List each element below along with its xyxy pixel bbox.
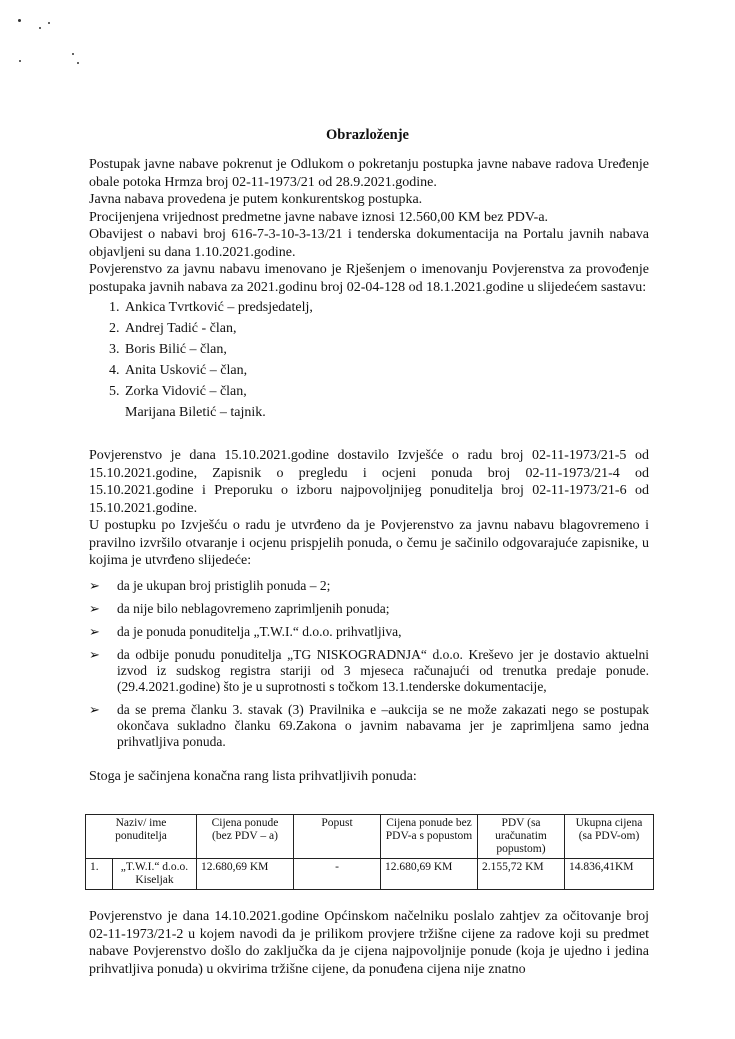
arrow-bullet-icon: ➢ <box>89 646 100 662</box>
vat-cell: 2.155,72 KM <box>478 859 565 890</box>
table-header-row <box>86 815 654 859</box>
report-paragraph: U postupku po Izvješću o radu je utvrđeno da je Povjerenstvo za javnu nabavu blagovremeno i pravilno izvršilo otvaranje i ocjenu prispjelih ponuda, o čemu je sačinilo odgovarajuće zapisnike, u kojima je utvrđeno slijedeće: <box>89 518 649 568</box>
closing-paragraph: Povjerenstvo je dana 14.10.2021.godine Općinskom načelniku poslalo zahtjev za očitovanje broj 02-11-1973/21-2 u kojem navodi da je prilikom provjere tržišne cijene za radove koji su predmet nabave Povjerenstvo došlo do zaključka da je cijena najpovoljnije ponude (koja je ujedno i jedina prihvatljiva ponuda) u okvirima tržišne cijene, da ponuđena cijena nije znatno <box>89 909 649 977</box>
table-intro: Stoga je sačinjena konačna rang lista prihvatljivih ponuda: <box>89 768 417 784</box>
scan-speck <box>48 22 50 24</box>
finding-item: ➢ da je ponuda ponuditelja „T.W.I.“ d.o.o. prihvatljiva, <box>89 623 402 639</box>
finding-item: ➢ da se prema članku 3. stavak (3) Pravilnika e –aukcija se ne može zakazati nego se postupak okončava sukladno članku 69.Zakona o javnim nabavama jer je zaprimljena samo jedna prihvatljiva ponuda. <box>89 701 649 749</box>
document-body <box>89 156 649 785</box>
price-cell: 12.680,69 KM <box>197 859 294 890</box>
arrow-bullet-icon: ➢ <box>89 577 100 593</box>
document-title: Obrazloženje <box>326 127 409 143</box>
arrow-bullet-icon: ➢ <box>89 623 100 639</box>
table-row <box>86 859 654 890</box>
report-paragraph: Povjerenstvo je dana 15.10.2021.godine dostavilo Izvješće o radu broj 02-11-1973/21-5 od 15.10.2021.godine, Zapisnik o pregledu i ocjeni ponuda broj 02-11-1973/21-4 od 15.10.2021.godine i Preporuku o izboru najpovoljnijeg ponuditelja broj 02-11-1973/21-6 od 15.10.2021.godine. <box>89 448 649 516</box>
intro-paragraph: Obavijest o nabavi broj 616-7-3-10-3-13/21 i tenderska dokumentacija na Portalu javnih nabava objavljeni su dana 1.10.2021.godine. <box>89 227 649 260</box>
intro-paragraph: Procijenjena vrijednost predmetne javne nabave iznosi 12.560,00 KM bez PDV-a. <box>89 209 549 225</box>
finding-item: ➢ da odbije ponudu ponuditelja „TG NISKOGRADNJA“ d.o.o. Kreševo jer je dostavio aktuelni izvod iz sudskog registra stariji od 3 mjeseca računajući od trenutka predaje ponude. (29.4.2021.godine) što je u suprotnosti s točkom 13.1.tenderske dokumentacije, <box>89 646 649 694</box>
ranking-table <box>85 814 654 890</box>
committee-member: 1. Ankica Tvrtković – predsjedatelj, <box>109 300 313 315</box>
committee-member: 5. Zorka Vidović – član, <box>109 384 247 399</box>
price-discount-cell: 12.680,69 KM <box>381 859 478 890</box>
committee-list <box>89 299 649 421</box>
bidder-name: „T.W.I.“ d.o.o. Kiseljak <box>113 859 197 890</box>
finding-item: ➢ da nije bilo neblagovremeno zaprimljenih ponuda; <box>89 600 390 616</box>
intro-paragraph: Postupak javne nabave pokrenut je Odlukom o pokretanju postupka javne nabave radova Uređenje obale potoka Hrmza broj 02-11-1973/21 od 28.9.2021.godine. <box>89 157 649 190</box>
scan-speck <box>39 27 41 29</box>
committee-member: 4. Anita Usković – član, <box>109 363 248 378</box>
discount-cell: - <box>294 859 381 890</box>
scan-speck <box>18 19 21 22</box>
arrow-bullet-icon: ➢ <box>89 701 100 717</box>
row-number: 1. <box>86 859 113 890</box>
column-header: Cijena ponude bez PDV-a s popustom <box>381 815 478 859</box>
column-header: Popust <box>294 815 381 859</box>
scan-speck <box>72 53 74 55</box>
committee-member: Marijana Biletić – tajnik. <box>125 405 266 420</box>
findings-list <box>89 578 649 750</box>
scan-speck <box>19 60 21 62</box>
column-header: PDV (sa uračunatim popustom) <box>478 815 565 859</box>
intro-paragraph: Povjerenstvo za javnu nabavu imenovano je Rješenjem o imenovanju Povjerenstva za provođenje postupaka javnih nabava za 2021.godinu broj 02-04-128 od 18.1.2021.godine u slijedećem sastavu: <box>89 262 649 295</box>
committee-member: 3. Boris Bilić – član, <box>109 342 227 357</box>
total-cell: 14.836,41KM <box>565 859 654 890</box>
column-header: Naziv/ ime ponuditelja <box>86 815 197 859</box>
column-header: Cijena ponude (bez PDV – a) <box>197 815 294 859</box>
column-header: Ukupna cijena (sa PDV-om) <box>565 815 654 859</box>
scan-speck <box>77 62 79 64</box>
finding-item: ➢ da je ukupan broj pristiglih ponuda – 2; <box>89 577 331 593</box>
intro-paragraph: Javna nabava provedena je putem konkurentskog postupka. <box>89 192 423 207</box>
committee-member: 2. Andrej Tadić - član, <box>109 321 237 336</box>
arrow-bullet-icon: ➢ <box>89 600 100 616</box>
